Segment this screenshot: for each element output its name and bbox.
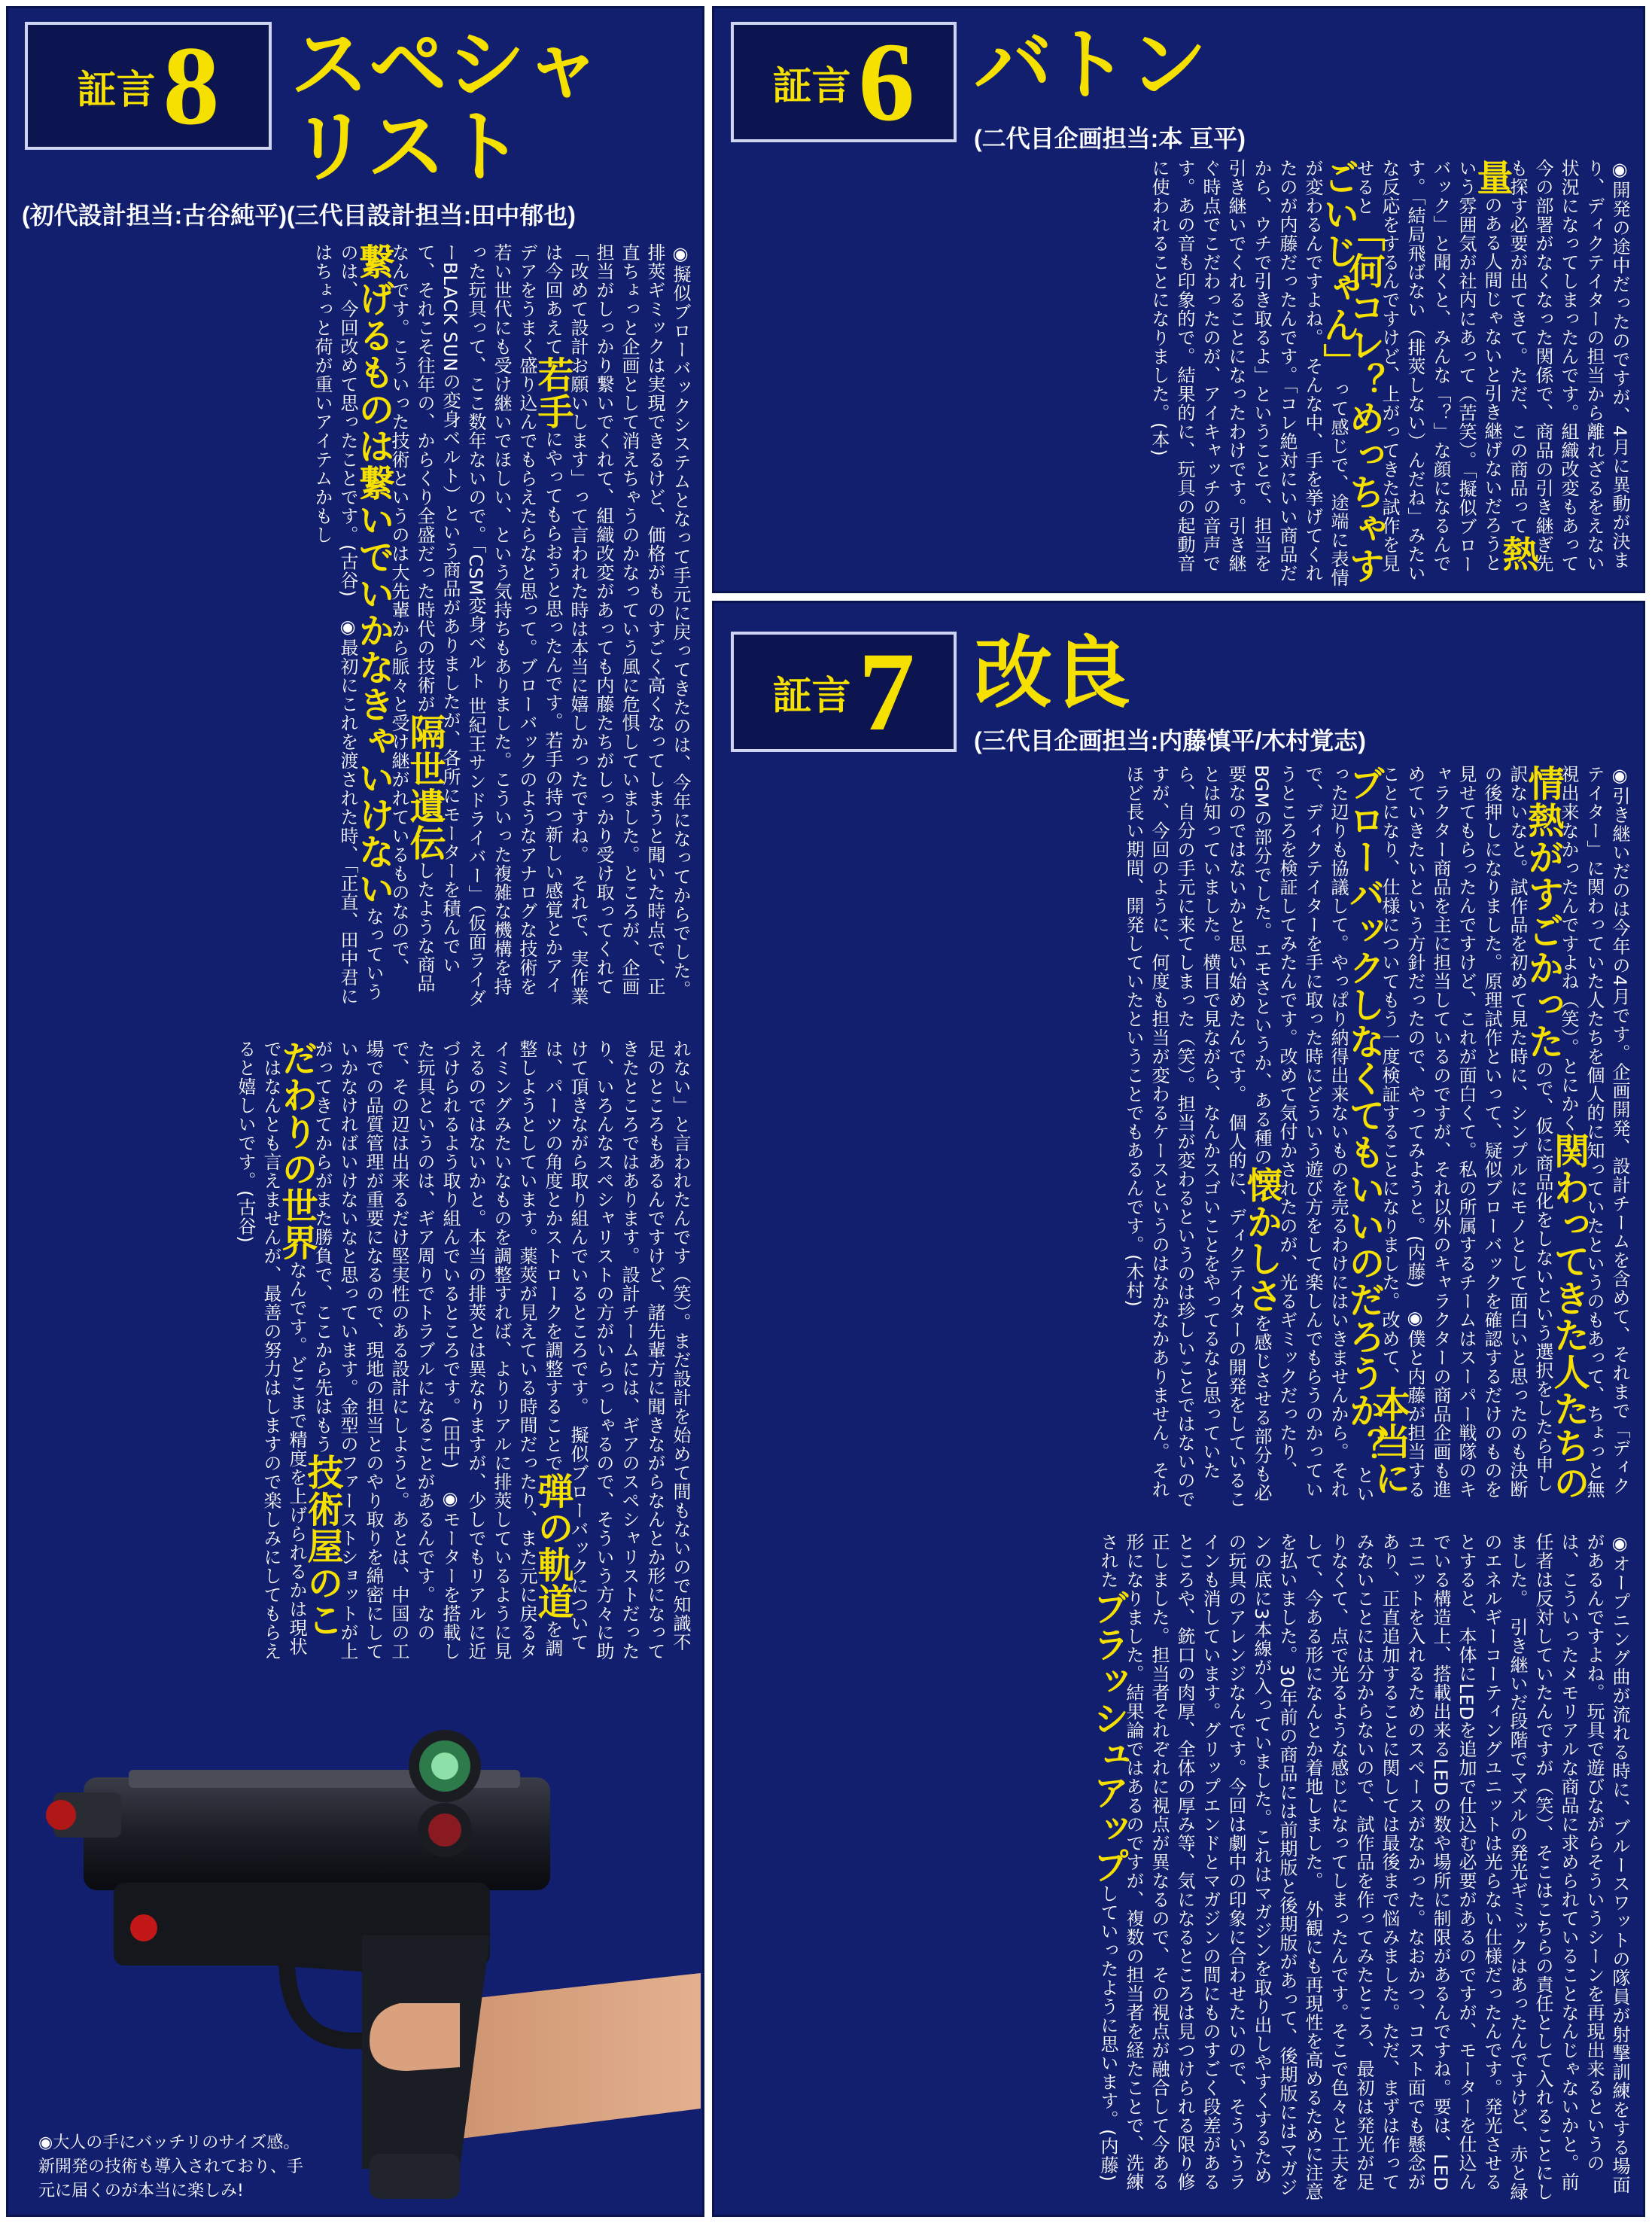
testimony-7-badge xyxy=(731,629,957,754)
highlight-text: 若手 xyxy=(531,356,573,430)
testimony-8-top-text xyxy=(114,243,693,1011)
body-text: したような商品なんです。こういった技術というのは大先輩から脈々と受け継がれているものなので、 xyxy=(388,243,435,993)
body-text: れない」と言われたんです（笑）。まだ設計を始めて間もないので知識不足のところもあるんですけど、諸先輩方に聞きながらなんとか形になってきたところではあります。設計チームには、ギアのスペシャリストだったり、いろんなスペシャリストの方がいらっしゃるので、そういう方々に助けて頂きながら取り組んでいるところです。 擬似ブローバックについては、パーツの角度とかストロークを調整することで xyxy=(542,1040,691,1661)
testimony-number: 7 xyxy=(858,629,915,754)
highlight-text: ブラッシュアップ xyxy=(1087,1589,1129,1884)
photo-caption: ◉大人の手にバッチリのサイズ感。 新開発の技術も導入されており、手 元に届くのが本当に楽しみ! xyxy=(38,2133,304,2200)
body-text: なんです。どこまで精度を上げられるかは現状ではなんとも言えませんが、最善の努力はしますので楽しみにしてもらえると嬉しいです。(古谷) xyxy=(235,1040,307,1661)
testimony-6-badge xyxy=(731,20,957,145)
testimony-label: 証言 xyxy=(772,64,851,108)
body-text: ◉引き継いだのは今年の4月です。企画開発、設計チームを含めて、それまで「ディクテイター」に関わっていた人たちを個人的に知っていたというのもあって、ちょっと無視出来なかったんですよね（笑）。とにかく xyxy=(1558,765,1630,1499)
testimony-number: 8 xyxy=(163,23,220,148)
body-text: していったように思います。(内藤) xyxy=(1097,1884,1118,2182)
body-text: ◉擬似ブローバックシステムとなって手元に戻ってきたのは、今年になってからでした。排莢ギミックは実現できるけど、価格がものすごく高くなってしまうと聞いた時点で、正直ちょっと企画として消えちゃうのかなっていう風に危惧していました。ところが、企画担当がしっかり繋いでくれて、組織改変があっても内藤たちがしっかり受け取ってくれて「改めて設計お願いします」って言われた時は本当に嬉しかったですね。 それで、実作業は今回あえて xyxy=(542,243,691,1006)
highlight-text: 技術屋のこだわりの世界 xyxy=(275,1040,343,1638)
testimony-7-title: 改良 xyxy=(974,630,1131,717)
testimony-6-text xyxy=(737,159,1632,588)
testimony-label: 証言 xyxy=(772,674,851,718)
testimony-7-credit: (三代目企画担当:内藤慎平/木村覚志) xyxy=(974,727,1366,754)
body-text: ◉オープニング曲が流れる時に、ブルースワットの隊員が射撃訓練をする場面があるんですよね。玩具で遊びながらそういうシーンを再現出来るというのは、こういったメモリアルな商品に求められていることなんじゃないかと。前任者は反対していたんですが（笑）、そこはこちらの責任として入れることにしました。 引き継いだ段階でマズルの発光ギミックはあったんですけど、赤と緑のエネルギーコーティングユニットは光らない仕様だったんです。発光させるとすると、本体にLEDを追加で仕込む必要があるのですが、モーターを仕込んでいる構造上、搭載出来るLEDの数や場所に制限があるんですね。要は、LEDユニットを入れるためのスペースがなかった。なおかつ、コスト面でも懸念があり、正直追加することに関しては最後まで悩みました。ただ、まずは作ってみないことには分からないので、試作品を作ってみたところ、最初は発光が足りなくて、点で光るような感じになってしまったんです。そこで色々と工夫をして、今ある形になんとか着地しました。 外観にも再現性を高めるために注意を払いました。30年前の商品には前期版と後期版があって、後期版にはマガジンの底に3本線が入っていました。これはマガジンを取り出しやすくするための玩具のアレンジなんです。今回は劇中の印象に合わせたいので、そういうラインも消しています。グリップエンドとマガジンの間にものすごく段差があるところや、銃口の肉厚、全体の厚み等、気になるところは見つけられる限り修正しました。担当者それぞれに視点が異なるので、その視点が融合して今ある形になりました。結果論ではあるのですが、複数の担当者を経たことで、洗練された xyxy=(1097,1533,1630,2201)
highlight-text: 隔世遺伝 xyxy=(403,714,446,861)
testimony-number: 6 xyxy=(858,20,915,145)
body-text: のある人間じゃないと引き継げないだろうという雰囲気が社内にあって（苦笑）。「擬似ブローバック」と聞くと、みんな「？」な顔になるんです。「結局飛ばない（排莢しない）んだね」みたいな反応をするんですけど、上がってきた試作を見せると xyxy=(1353,159,1502,583)
testimony-8-credit: (初代設計担当:古谷純平)(三代目設計担当:田中郁也) xyxy=(22,202,576,229)
highlight-text: 「何コレ？めっちゃすごいじゃん」 xyxy=(1317,159,1385,584)
highlight-text: 熱量 xyxy=(1471,159,1538,572)
testimony-6-title: バトン xyxy=(974,22,1207,109)
testimony-8-panel xyxy=(6,6,704,2217)
body-text: ◉開発の途中だったのですが、4月に異動が決まり、ディクテイターの担当から離れざるをえない状況になってしまったんです。組織改変もあって今の部署がなくなった関係で、商品の引き継ぎ先も探す必要が出てきて。ただ、この商品って xyxy=(1507,159,1630,573)
body-text: といった辺りも協議して。やっぱり納得出来ないものを売るわけにはいきませんから。それで、ディクテイターを手に取った時にどういう遊び方をして楽しんでもらうのかっていうところを検証してみたんです。改めて気付かされたのが、光るギミックだったり、BGMの部分でした。エモさというか、ある種の xyxy=(1251,765,1374,1503)
testimony-label: 証言 xyxy=(77,68,156,112)
body-text: を感じさせる部分も必要なのではないかと思い始めたんです。 個人的に、ディクテイターの開発をしていることは知っていました。横目で見ながら、なんかスゴいことをやってるなと思っていたら、自分の手元に来てしまった（笑）。担当が変わるというのは珍しいことではないのですが、今回のように、何度も担当が変わるケースというのはなかなかありません。それほど長い期間、開発していたということでもあるんです。(木村) xyxy=(1123,765,1272,1509)
highlight-text: 懐かしさ xyxy=(1240,1166,1282,1314)
highlight-text: 繋げるものは繋いでいかなきゃいけない xyxy=(352,243,394,907)
body-text: って感じで、途端に表情が変わるんですよね。 そんな中、手を挙げてくれたのが内藤だったんです。「コレ絶対にいい商品だから、ウチで引き取るよ」ということで、担当を引き継いでくれることになったわけです。引き継ぐ時点でこだわったのが、アイキャッチの音声です。あの音も印象的で。結果的に、玩具の起動音に使われることになりました。(本) xyxy=(1148,159,1349,587)
testimony-7-panel xyxy=(712,601,1645,2217)
testimony-7-bottom-text xyxy=(737,1533,1632,2203)
body-text: ので、仮に商品化をしないという選択をしたら申し訳ないなと。試作品を初めて見た時に、シンプルにモノとして面白いと思ったのも決断の後押しになりました。原理試作といって、疑似ブローバックを確認するだけのものを見せてもらったんですけど、これが面白くて。私の所属するチームはスーパー戦隊のキャラクター商品を主に担当しているのですが、それ以外のキャラクターの商品企画も進めていきたいという方針だったので、やってみようと。(内藤) ◉僕と内藤が担当することになり、仕様についてもう一度検証することになりました。改めて、 xyxy=(1379,765,1553,1499)
body-text: なっていうのは、今回改めて思ったことです。(古谷) ◉最初にこれを渡された時、「正直、田中君にはちょっと荷が重いアイテムかもし xyxy=(312,243,384,1006)
testimony-6-panel xyxy=(712,6,1645,593)
testimony-8-title: スペシャ リスト xyxy=(291,22,602,192)
body-text: にやってもらおうと思ったんです。若手の持つ新しい感覚とかアイデアをうまく盛り込んでもらえたらなと思って。ブローバックのようなアナログな技術を若い世代にも受け継いでほしい、という気持ちもありました。こういった複雑な機構を持った玩具って、ここ数年ないので。「CSM変身ベルト 世紀王サンドライバー」（仮面ライダーBLACK SUNの変身ベルト）という商品がありましたが、各所にモーターを積んでいて、それこそ往年の、からくり全盛だった時代の技術が xyxy=(414,243,563,1008)
body-text: を調整しようとしています。薬莢が見えている時間だったり、また元に戻るタイミングみたいなものを調整すれば、よりリアルに排莢しているように見えるのではないかと。本当の排莢とは異なりますが、少しでもリアルに近づけられるよう取り組んでいるところです。(田中) ◉モーターを搭載した玩具というのは、ギア周りでトラブルになることがあるんです。なので、その辺は出来るだけ堅実性のある設計にしようと。あとは、中国の工場での品質管理が重要になるので、現地の担当とのやり取りを綿密にしていかなければいけないなと思っています。金型のファーストショットが上がってきてからがまた勝負で、ここから先はもう xyxy=(312,1040,563,1661)
highlight-text: 弾の軌道 xyxy=(531,1472,573,1620)
highlight-text: 本当にブローバックしなくてもいいのだろうか？ xyxy=(1343,765,1410,1497)
testimony-8-badge xyxy=(25,22,272,150)
testimony-6-credit: (二代目企画担当:本 亘平) xyxy=(974,125,1246,152)
testimony-7-top-text xyxy=(737,765,1632,1510)
testimony-8-bottom-text xyxy=(38,1040,693,1664)
highlight-text: 関わってきた人たちの情熱がすごかった xyxy=(1522,765,1590,1501)
